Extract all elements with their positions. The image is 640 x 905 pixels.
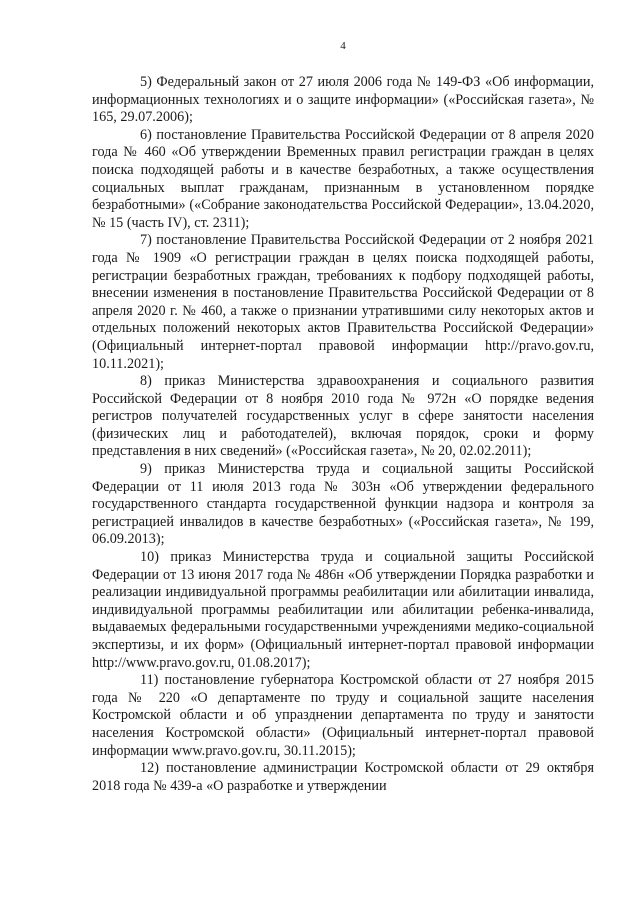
list-item: 6) постановление Правительства Российской Федерации от 8 апреля 2020 года № 460 «Об утверждении Временных правил регистрации граждан в целях поиска подходящей работы и в качестве безработных, а также осуществления социальных выплат гражданам, признанным в установленном порядке безработными» («Собрание законодательства Российской Федерации», 13.04.2020, № 15 (часть IV), ст. 2311); bbox=[92, 126, 594, 231]
list-item: 7) постановление Правительства Российской Федерации от 2 ноября 2021 года № 1909 «О регистрации граждан в целях поиска подходящей работы, регистрации безработных граждан, требованиях к подбору подходящей работы, внесении изменения в постановление Правительства Российской Федерации от 8 апреля 2020 г. № 460, а также о признании утратившими силу некоторых актов и отдельных положений некоторых актов Правительства Российской Федерации» (Официальный интернет-портал правовой информации http://pravo.gov.ru, 10.11.2021); bbox=[92, 232, 594, 372]
list-item: 12) постановление администрации Костромской области от 29 октября 2018 года № 439-а «О разработке и утверждении bbox=[92, 760, 594, 794]
page-number: 4 bbox=[340, 40, 346, 52]
list-item: 5) Федеральный закон от 27 июля 2006 года № 149-ФЗ «Об информации, информационных технологиях и о защите информации» («Российская газета», № 165, 29.07.2006); bbox=[92, 74, 594, 126]
list-item: 9) приказ Министерства труда и социальной защиты Российской Федерации от 11 июля 2013 года № 303н «Об утверждении федерального государственного стандарта государственной функции надзора и контроля за регистрацией инвалидов в качестве безработных» («Российская газета», № 199, 06.09.2013); bbox=[92, 461, 594, 548]
list-item: 11) постановление губернатора Костромской области от 27 ноября 2015 года № 220 «О департаменте по труду и социальной защите населения Костромской области и об упразднении департамента по труду и занятости населения Костромской области» (Официальный интернет-портал правовой информации www.pravo.gov.ru, 30.11.2015); bbox=[92, 672, 594, 759]
list-item: 10) приказ Министерства труда и социальной защиты Российской Федерации от 13 июня 2017 года № 486н «Об утверждении Порядка разработки и реализации индивидуальной программы реабилитации или абилитации инвалида, индивидуальной программы реабилитации или абилитации ребенка-инвалида, выдаваемых федеральными государственными учреждениями медико-социальной экспертизы, и их форм» (Официальный интернет-портал правовой информации http://www.pravo.gov.ru, 01.08.2017); bbox=[92, 549, 594, 671]
legal-acts-list bbox=[92, 74, 594, 795]
list-item: 8) приказ Министерства здравоохранения и социального развития Российской Федерации от 8 ноября 2010 года № 972н «О порядке ведения регистров получателей государственных услуг в сфере занятости населения (физических лиц и работодателей), включая порядок, сроки и форму представления в них сведений» («Российская газета», № 20, 02.02.2011); bbox=[92, 373, 594, 460]
